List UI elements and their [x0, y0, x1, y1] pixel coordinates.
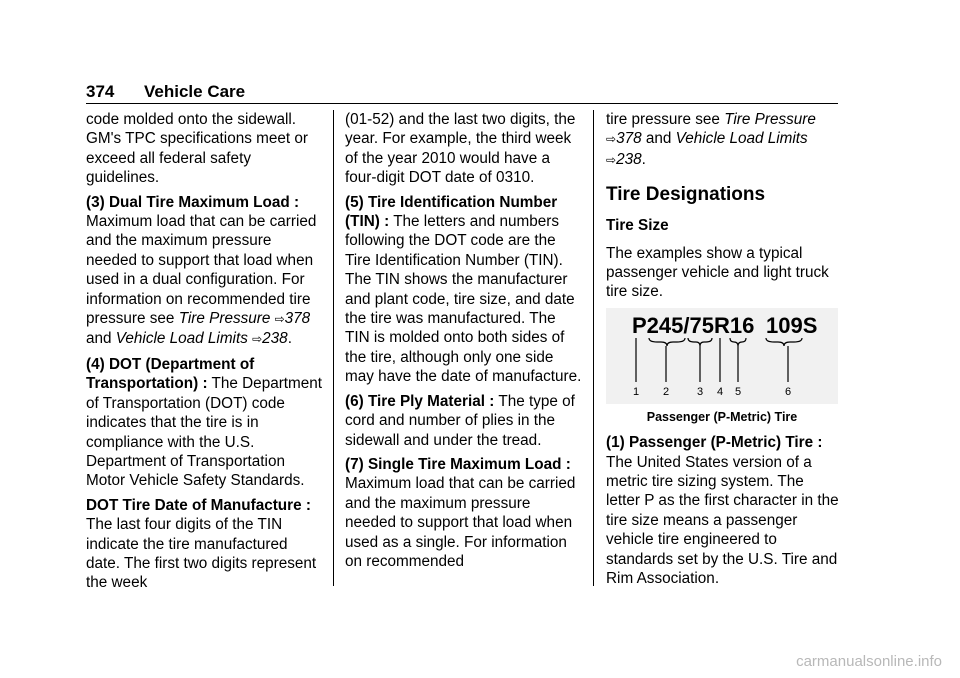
paragraph-dual-tire-max-load: (3) Dual Tire Maximum Load : Maximum load that can be carried and the maximum pressure needed to support that load when used in a dual configuration. For information on recommended tire pressure see Tire Pressure ⇨378 and Vehicle Load Limits ⇨238. [86, 193, 317, 348]
tire-size-text: P245/75R16 [632, 312, 755, 338]
load-speed-text: 109S [766, 312, 818, 338]
paragraph-single-tire-max-load: (7) Single Tire Maximum Load : Maximum load that can be carried and the maximum pressure needed to support that load when used as a single. For information on recommended [345, 455, 576, 570]
term-heading: DOT Tire Date of Manufacture [86, 496, 302, 514]
column-divider [333, 110, 334, 586]
tire-size-diagram [606, 308, 838, 404]
ref-arrow-icon: ⇨ [252, 332, 263, 347]
paragraph: tire pressure see Tire Pressure ⇨378 and Vehicle Load Limits ⇨238. [606, 111, 816, 168]
ref-page[interactable]: 238 [262, 330, 288, 348]
ref-page[interactable]: 378 [284, 310, 311, 328]
term-heading: (6) Tire Ply Material [345, 392, 485, 410]
callout-number: 4 [716, 385, 724, 398]
term-heading: (7) Single Tire Maximum Load [345, 455, 562, 473]
column-divider [593, 110, 594, 586]
bracket [766, 338, 802, 346]
column-3 [606, 110, 842, 594]
bracket [730, 338, 746, 346]
paragraph: The examples show a typical passenger vehicle and light truck tire size. [606, 244, 829, 301]
callout-number: 5 [734, 385, 742, 398]
callout-number: 2 [662, 385, 670, 398]
cross-ref-link[interactable]: Tire Pressure [724, 111, 816, 128]
ref-arrow-icon: ⇨ [606, 132, 617, 147]
cross-ref-link[interactable]: Vehicle Load Limits [675, 130, 808, 148]
bracket [688, 338, 712, 346]
figure-caption: Passenger (P-Metric) Tire [646, 409, 798, 424]
callout-number: 3 [696, 385, 704, 398]
cross-ref-link[interactable]: Tire Pressure [178, 310, 271, 328]
paragraph: (01-52) and the last two digits, the year. For example, the third week of the year 2010 would have a four-digit DOT date of 0310. [345, 111, 576, 187]
callout-number: 6 [784, 385, 792, 398]
page-header [86, 82, 245, 102]
callout-number: 1 [632, 385, 640, 398]
paragraph-tin: (5) Tire Identification Number (TIN) : The letters and numbers following the DOT code are the Tire Identification Number (TIN). The TIN shows the manufacturer and plant code, tire size, and date the tire was manufactured. The TIN is molded onto both sides of the tire, although only one side may have the date of manufacture. [345, 193, 582, 386]
watermark: carmanualsonline.info [796, 653, 942, 670]
bracket [649, 338, 685, 346]
paragraph-ply-material: (6) Tire Ply Material : The type of cord and number of plies in the sidewall and under the tread. [345, 392, 575, 449]
paragraph-dot: (4) DOT (Department of Transportation) : The Department of Transportation (DOT) code indicates that the tire is in compliance with the U.S. Department of Transportation Motor Vehicle Safety Standards. [86, 355, 323, 490]
section-heading: Tire Designations [606, 184, 766, 206]
term-heading: (3) Dual Tire Maximum Load [86, 193, 290, 211]
section-title: Vehicle Care [144, 82, 246, 101]
subsection-heading: Tire Size [606, 217, 669, 235]
tire-size-figure [606, 308, 838, 404]
ref-page[interactable]: 238 [616, 150, 642, 168]
column-1 [86, 110, 324, 598]
term-heading: (4) DOT (Department of Transportation) [86, 355, 255, 393]
page-number: 374 [86, 82, 115, 101]
ref-arrow-icon: ⇨ [274, 312, 285, 327]
term-heading: (1) Passenger (P-Metric) Tire [606, 434, 814, 452]
ref-page[interactable]: 378 [616, 130, 642, 148]
header-rule [86, 103, 838, 104]
term-heading: (5) Tire Identification Number (TIN) [345, 193, 558, 231]
ref-arrow-icon: ⇨ [606, 152, 617, 167]
paragraph: code molded onto the sidewall. GM's TPC specifications meet or exceed all federal safety guidelines. [86, 111, 308, 187]
column-2 [345, 110, 583, 576]
paragraph-dot-date: DOT Tire Date of Manufacture : The last four digits of the TIN indicate the tire manufactured date. The first two digits represent the week [86, 496, 317, 592]
paragraph-passenger-tire: (1) Passenger (P-Metric) Tire : The United States version of a metric tire sizing system. The letter P as the first character in the tire size means a passenger vehicle tire engineered to standards set by the U.S. Tire and Rim Association. [606, 434, 839, 588]
cross-ref-link[interactable]: Vehicle Load Limits [115, 330, 248, 348]
